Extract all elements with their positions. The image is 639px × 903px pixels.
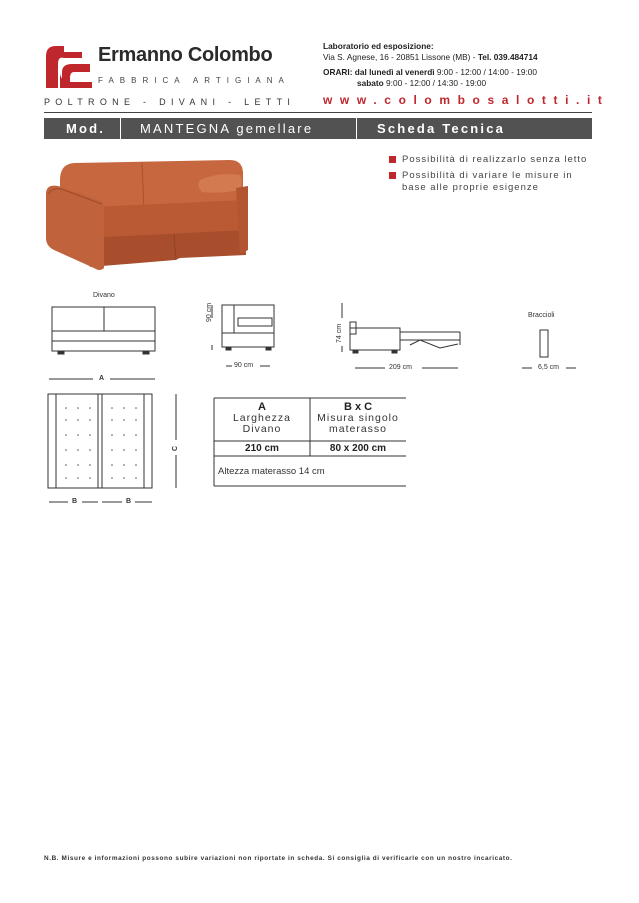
saturday-label: sabato: [357, 78, 384, 88]
brand-subtitle: FABBRICA ARTIGIANA: [98, 76, 290, 85]
armrest-outline: [540, 330, 548, 357]
col-bxc-sub: materasso: [328, 423, 388, 435]
telephone: Tel. 039.484714: [477, 52, 538, 62]
feature-item: Possibilità di realizzarlo senza letto: [389, 154, 589, 167]
col-a-sub: Divano: [242, 423, 282, 435]
mod-label: Mod.: [66, 121, 106, 136]
open-depth-label: 209 cm: [389, 364, 412, 371]
armrest-label: Braccioli: [528, 312, 555, 319]
brand-name: Ermanno Colombo: [98, 44, 273, 66]
col-bxc-value: 80 x 200 cm: [329, 443, 387, 454]
lab-label: Laboratorio ed esposizione:: [323, 41, 434, 51]
armrest-width-label: 6,5 cm: [538, 364, 560, 371]
front-view-label: Divano: [93, 292, 115, 299]
plan-b-label: B: [72, 498, 78, 505]
col-a-value: 210 cm: [245, 443, 279, 454]
model-name: MANTEGNA gemellare: [140, 121, 314, 136]
col-a-header: A: [258, 401, 266, 413]
col-bxc-header: B x C: [343, 401, 373, 413]
side-height-label: 90 cm: [206, 302, 213, 322]
open-height-label: 74 cm: [336, 323, 343, 343]
hours-label: ORARI: dal lunedì al venerdì: [323, 67, 435, 77]
side-depth-label: 90 cm: [234, 362, 254, 369]
plan-c-label: C: [172, 445, 179, 451]
col-a-sub: Larghezza: [232, 412, 292, 424]
address: Via S. Agnese, 16 - 20851 Lissone (MB) -: [323, 52, 478, 62]
mattress-height-note: Altezza materasso 14 cm: [218, 466, 325, 477]
hours-saturday: 9:00 - 12:00 / 14:30 - 19:00: [383, 78, 487, 88]
hours-weekdays: 9:00 - 12:00 / 14:00 - 19:00: [434, 67, 537, 77]
plan-b-label: B: [126, 498, 132, 505]
dimensions-table: [214, 398, 406, 456]
tufting-dots: [65, 407, 137, 479]
open-bed-outline: [350, 328, 400, 350]
sheet-label: Scheda Tecnica: [377, 121, 506, 136]
website-link[interactable]: www.colombosalotti.it: [323, 93, 610, 107]
feature-item: Possibilità di variare le misure in base alle proprie esigenze: [389, 170, 589, 195]
plan-a-label: A: [99, 375, 105, 382]
col-bxc-sub: Misura singolo: [317, 412, 399, 424]
footer-note: N.B. Misure e informazioni possono subire variazioni non riportate in scheda. Si consiglia di verificarle con un nostro incaricato.: [44, 855, 513, 862]
brand-tagline: POLTRONE - DIVANI - LETTI: [44, 97, 296, 107]
